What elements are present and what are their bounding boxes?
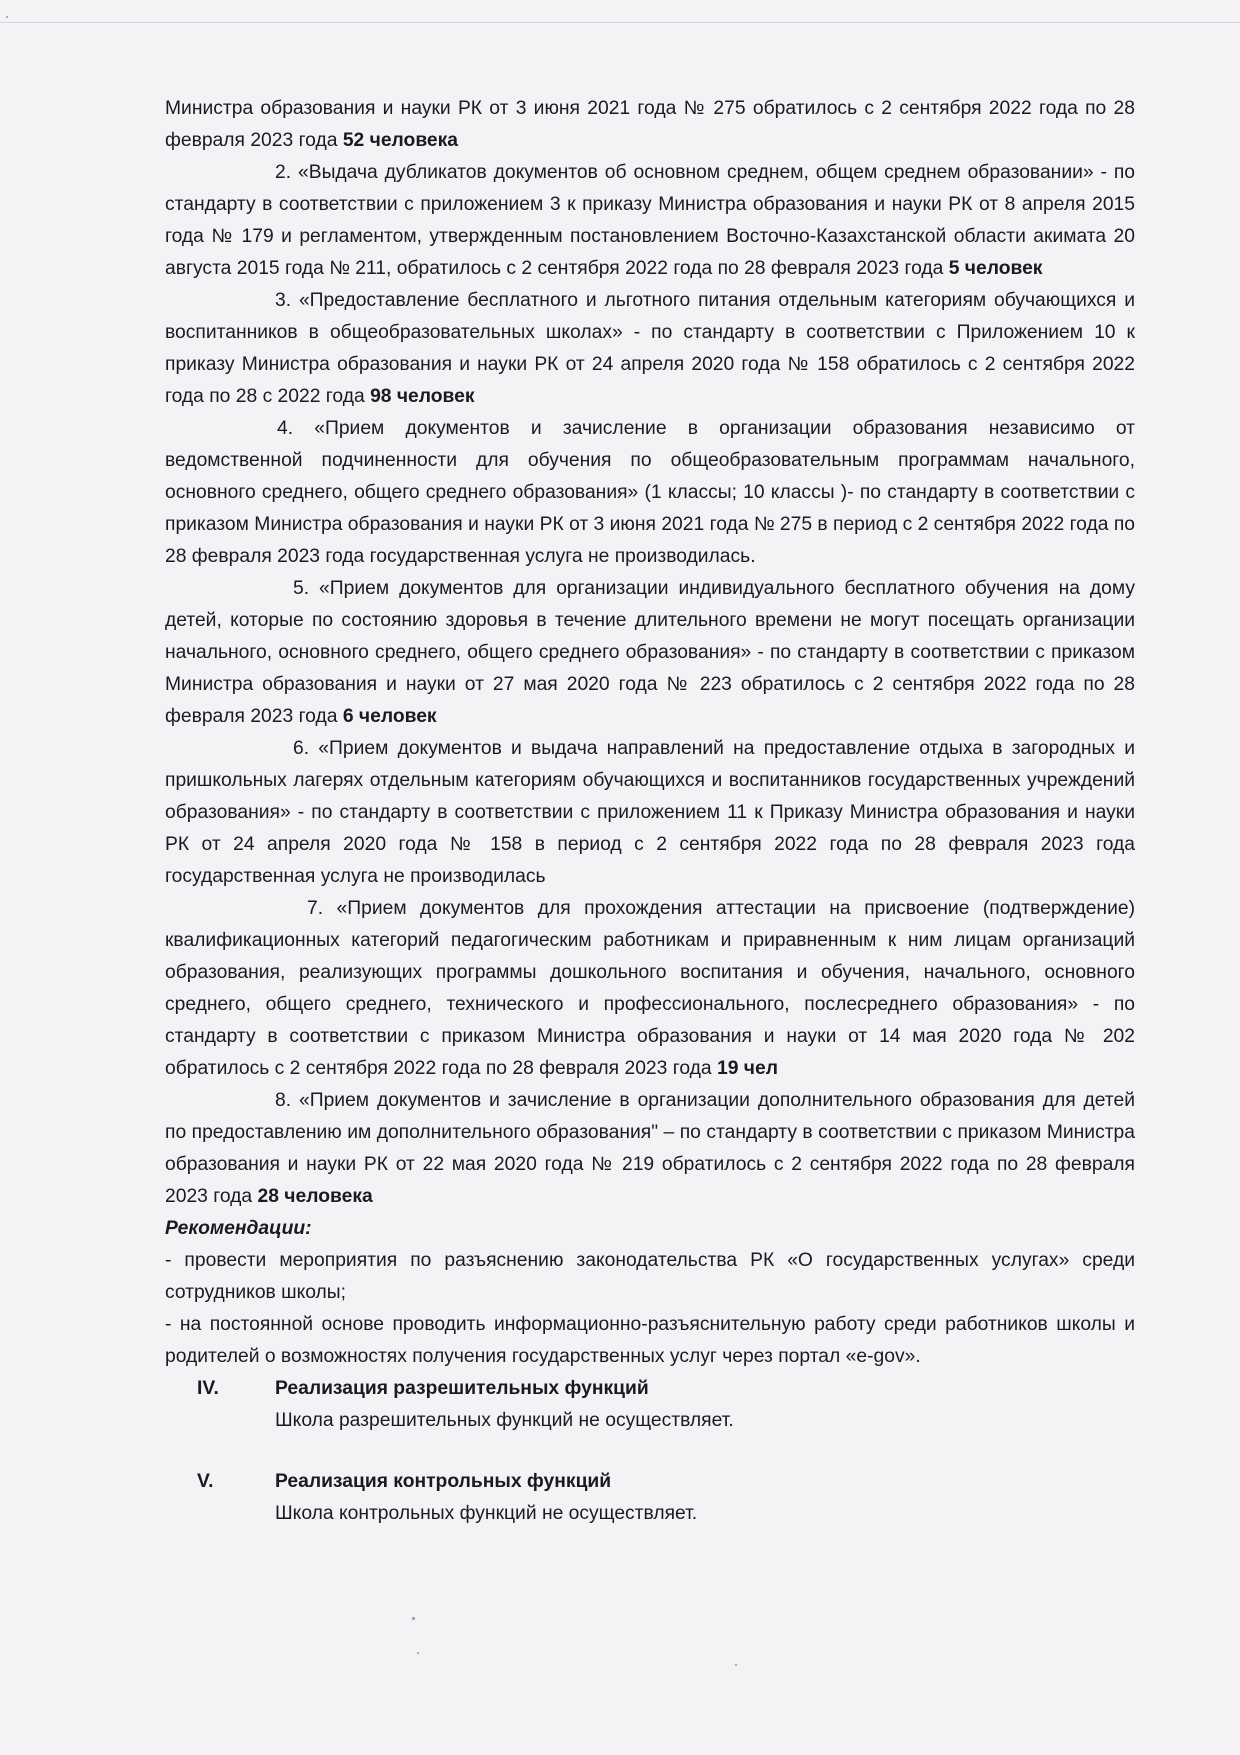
scan-speck [735, 1664, 737, 1666]
intro-text: Министра образования и науки РК от 3 июня 2021 года № 275 обратилось с 2 сентября 2022 года по 28 февраля 2023 года [165, 98, 1135, 151]
section-v [165, 1466, 1135, 1530]
scan-speck [6, 16, 8, 18]
recommendations-heading: Рекомендации: [165, 1218, 312, 1239]
section-body: Школа разрешительных функций не осуществляет. [275, 1410, 734, 1431]
intro-paragraph [165, 93, 1135, 157]
service-item-count: 19 чел [716, 1058, 778, 1079]
service-item-count: 98 человек [370, 386, 475, 407]
section-number: IV. [197, 1378, 219, 1399]
service-item-text: 6. «Прием документов и выдача направлений на предоставление отдыха в загородных и пришкольных лагерях отдельным категориям обучающихся и воспитанников государственных учреждений образования» - по стандарту в соответствии с приложением 11 к Приказу Министра образования и науки РК от 24 апреля 2020 года № 158 в период с 2 сентября 2022 года по 28 февраля 2023 года государственная услуга не производилась [165, 738, 1135, 887]
section-body: Школа контрольных функций не осуществляет. [275, 1503, 698, 1524]
service-item-count: 5 человек [948, 258, 1043, 279]
service-item-count: 6 человек [342, 706, 437, 727]
scan-edge-line [0, 22, 1240, 23]
service-item-text: 3. «Предоставление бесплатного и льготного питания отдельным категориям обучающихся и воспитанников в общеобразовательных школах» - по стандарту в соответствии с Приложением 10 к приказу Министра образования и науки РК от 24 апреля 2020 года № 158 обратилось с 2 сентября 2022 года по 28 с 2022 года [165, 290, 1135, 407]
document-body [165, 93, 1135, 1530]
section-spacer [165, 1437, 1135, 1466]
scan-speck [412, 1617, 415, 1620]
service-item-3 [165, 285, 1135, 413]
service-item-5 [165, 573, 1135, 733]
service-item-text: 2. «Выдача дубликатов документов об основном среднем, общем среднем образовании» - по стандарту в соответствии с приложением 3 к приказу Министра образования и науки РК от 8 апреля 2015 года № 179 и регламентом, утвержденным постановлением Восточно-Казахстанской области акимата 20 августа 2015 года № 211, обратилось с 2 сентября 2022 года по 28 февраля 2023 года [165, 162, 1135, 279]
service-item-4 [165, 413, 1135, 573]
recommendation-bullet: - на постоянной основе проводить информационно-разъяснительную работу среди работников школы и родителей о возможностях получения государственных услуг через портал «e-gov». [165, 1314, 1135, 1367]
service-item-8 [165, 1085, 1135, 1213]
service-item-6 [165, 733, 1135, 893]
service-item-text: 4. «Прием документов и зачисление в организации образования независимо от ведомственной подчиненности для обучения по общеобразовательным программам начального, основного среднего, общего среднего образования» (1 классы; 10 классы )- по стандарту в соответствии с приказом Министра образования и науки РК от 3 июня 2021 года № 275 в период с 2 сентября 2022 года по 28 февраля 2023 года государственная услуга не производилась. [165, 418, 1135, 567]
service-item-text: 8. «Прием документов и зачисление в организации дополнительного образования для детей по предоставлению им дополнительного образования" – по стандарту в соответствии с приказом Министра образования и науки РК от 22 мая 2020 года № 219 обратилось с 2 сентября 2022 года по 28 февраля 2023 года [165, 1090, 1135, 1207]
intro-count: 52 человека [342, 130, 459, 151]
section-title: Реализация разрешительных функций [275, 1378, 649, 1399]
service-item-count: 28 человека [257, 1186, 373, 1207]
service-item-text: 5. «Прием документов для организации индивидуального бесплатного обучения на дому детей, которые по состоянию здоровья в течение длительного времени не могут посещать организации начального, основного среднего, общего среднего образования» - по стандарту в соответствии с приказом Министра образования и науки от 27 мая 2020 года № 223 обратилось с 2 сентября 2022 года по 28 февраля 2023 года [165, 578, 1135, 727]
service-item-7 [165, 893, 1135, 1085]
service-item-2 [165, 157, 1135, 285]
section-iv [165, 1373, 1135, 1437]
scan-speck [417, 1652, 419, 1654]
section-number: V. [197, 1471, 214, 1492]
service-item-text: 7. «Прием документов для прохождения аттестации на присвоение (подтверждение) квалификационных категорий педагогическим работникам и приравненным к ним лицам организаций образования, реализующих программы дошкольного воспитания и обучения, начального, основного среднего, общего среднего, технического и профессионального, послесреднего образования» - по стандарту в соответствии с приказом Министра образования и науки от 14 мая 2020 года № 202 обратилось с 2 сентября 2022 года по 28 февраля 2023 года [165, 898, 1135, 1079]
recommendation-bullet: - провести мероприятия по разъяснению законодательства РК «О государственных услугах» среди сотрудников школы; [165, 1250, 1135, 1303]
section-title: Реализация контрольных функций [275, 1471, 612, 1492]
